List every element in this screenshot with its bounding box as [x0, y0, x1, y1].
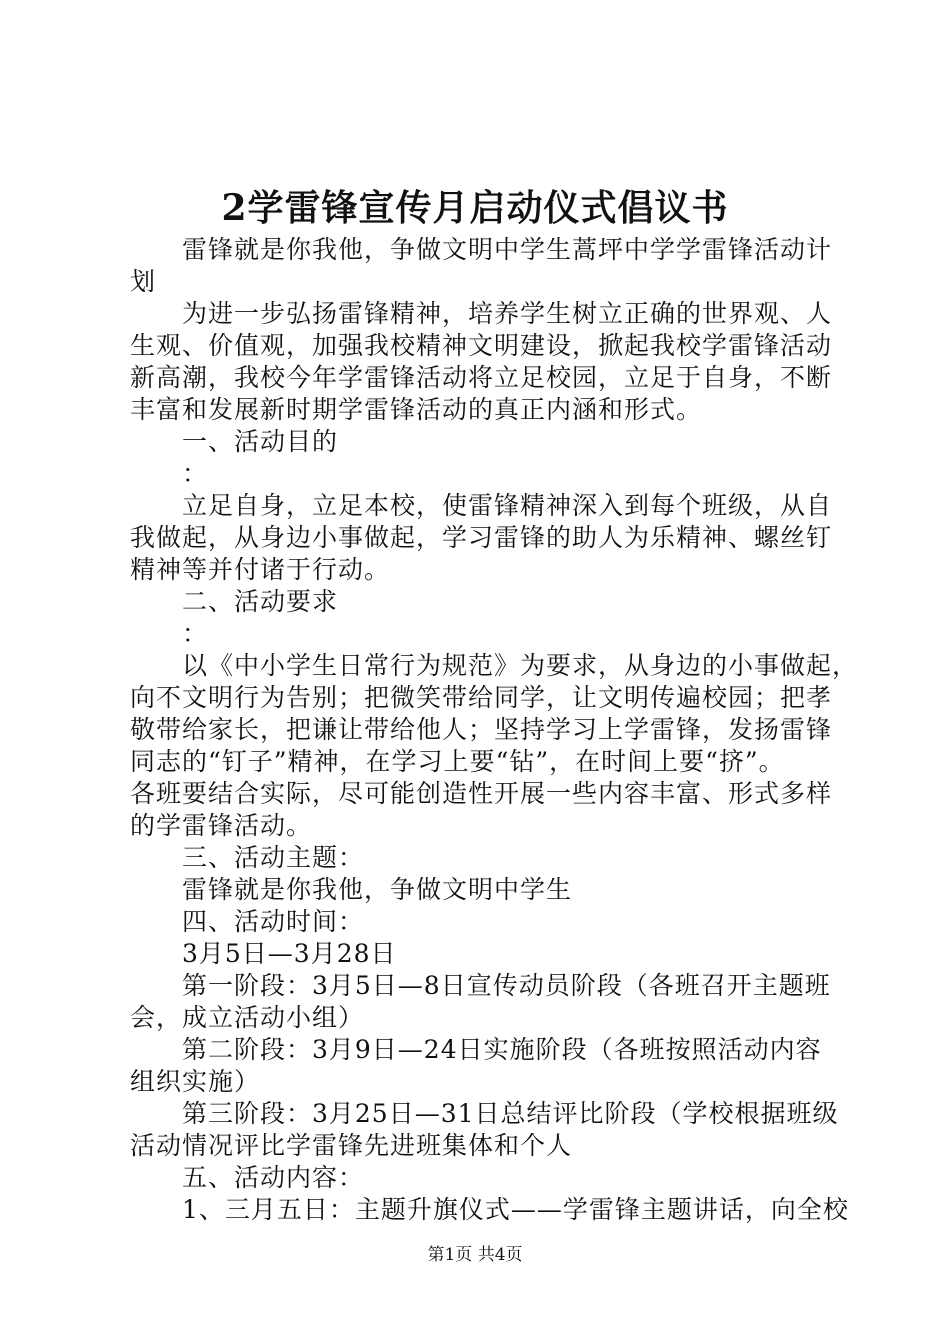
- text-line: 向不文明行为告别；把微笑带给同学，让文明传遍校园；把孝: [130, 683, 833, 712]
- text-line: 各班要结合实际，尽可能创造性开展一些内容丰富、形式多样: [130, 779, 833, 808]
- text-line: 3月5日—3月28日: [130, 939, 397, 968]
- section-heading: 三、活动主题：: [130, 843, 365, 872]
- text-line: 会，成立活动小组）: [130, 1003, 365, 1032]
- text-line: 立足自身，立足本校，使雷锋精神深入到每个班级，从自: [130, 491, 833, 520]
- text-line: 雷锋就是你我他，争做文明中学生蒿坪中学学雷锋活动计: [130, 235, 833, 264]
- text-line: 第三阶段：3月25日—31日总结评比阶段（学校根据班级: [130, 1099, 839, 1128]
- section-heading: 二、活动要求: [130, 587, 339, 616]
- text-line: 敬带给家长，把谦让带给他人；坚持学习上学雷锋，发扬雷锋: [130, 715, 833, 744]
- text-line: 以《中小学生日常行为规范》为要求，从身边的小事做起，: [130, 651, 859, 680]
- text-line: 第二阶段：3月9日—24日实施阶段（各班按照活动内容: [130, 1035, 822, 1064]
- text-line: 活动情况评比学雷锋先进班集体和个人: [130, 1131, 573, 1160]
- text-line: 第一阶段：3月5日—8日宣传动员阶段（各班召开主题班: [130, 971, 831, 1000]
- text-line: 同志的“钉子”精神，在学习上要“钻”，在时间上要“挤”。: [130, 747, 785, 776]
- text-line: 组织实施）: [130, 1067, 261, 1096]
- text-line: 丰富和发展新时期学雷锋活动的真正内涵和形式。: [130, 395, 703, 424]
- page-number: 第1页 共4页: [427, 1245, 523, 1265]
- text-line: 1、三月五日：主题升旗仪式——学雷锋主题讲话，向全校: [130, 1195, 849, 1224]
- document-body: [130, 234, 859, 1226]
- text-line: 生观、价值观，加强我校精神文明建设，掀起我校学雷锋活动: [130, 331, 833, 360]
- document-title: 2学雷锋宣传月启动仪式倡议书: [221, 187, 729, 229]
- text-line: 我做起，从身边小事做起，学习雷锋的助人为乐精神、螺丝钉: [130, 523, 833, 552]
- text-line: 的学雷锋活动。: [130, 811, 313, 840]
- text-line: 为进一步弘扬雷锋精神，培养学生树立正确的世界观、人: [130, 299, 833, 328]
- section-heading: 五、活动内容：: [130, 1163, 365, 1192]
- text-line: 精神等并付诸于行动。: [130, 555, 391, 584]
- text-line: 划: [130, 267, 157, 296]
- section-heading: 四、活动时间：: [130, 907, 365, 936]
- text-line: 新高潮，我校今年学雷锋活动将立足校园，立足于自身，不断: [130, 363, 833, 392]
- text-line: ：: [130, 459, 209, 488]
- section-heading: 一、活动目的: [130, 427, 339, 456]
- text-line: 雷锋就是你我他，争做文明中学生: [130, 875, 573, 904]
- text-line: ：: [130, 619, 209, 648]
